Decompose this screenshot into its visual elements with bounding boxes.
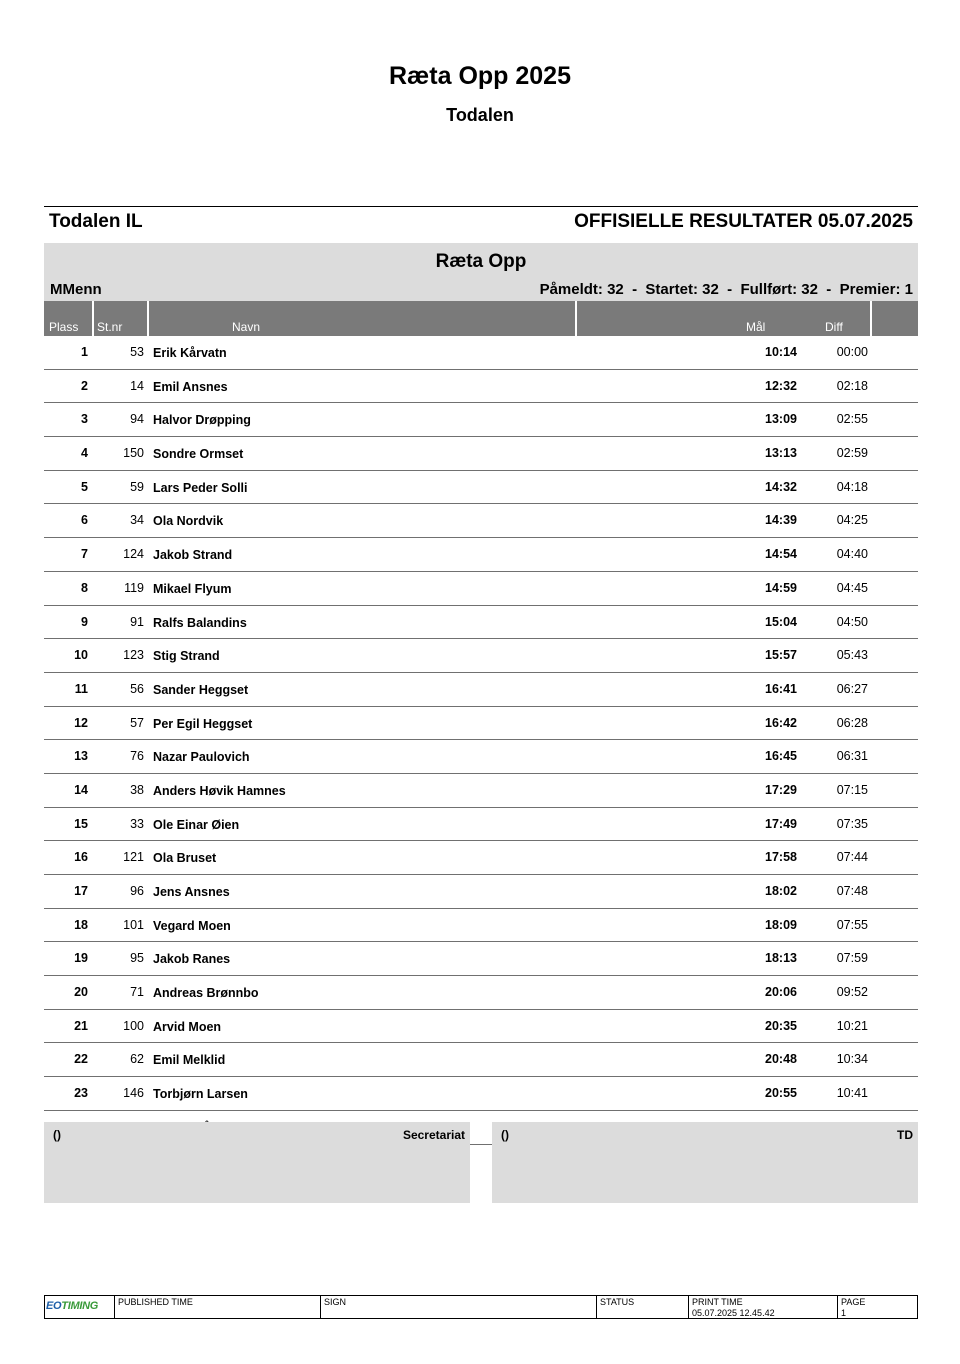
result-name: Torbjørn Larsen: [153, 1087, 248, 1102]
result-bib: 34: [130, 513, 144, 528]
result-name: Anders Høvik Hamnes: [153, 783, 286, 798]
result-diff: 06:28: [836, 715, 868, 730]
result-name: Stig Strand: [153, 649, 220, 664]
footer-bar: [44, 1295, 918, 1319]
table-row: [44, 1010, 918, 1044]
result-diff: 04:18: [836, 479, 868, 494]
table-row: [44, 639, 918, 673]
page-value: 1: [841, 1308, 847, 1318]
result-time: 14:54: [765, 547, 797, 562]
result-time: 13:09: [765, 412, 797, 427]
signature-paren: (): [53, 1128, 61, 1142]
result-name: Emil Ansnes: [153, 379, 228, 394]
result-time: 13:13: [765, 446, 797, 461]
result-time: 20:06: [765, 985, 797, 1000]
table-row: [44, 1043, 918, 1077]
col-navn: Navn: [232, 320, 261, 334]
footer-print-time: [688, 1296, 838, 1318]
status-label: STATUS: [600, 1297, 635, 1307]
result-place: 1: [81, 345, 88, 359]
result-place: 4: [81, 446, 88, 461]
table-row: [44, 707, 918, 741]
result-bib: 100: [123, 1018, 144, 1033]
result-place: 2: [81, 378, 88, 393]
result-bib: 91: [130, 614, 144, 629]
result-name: Ole Einar Øien: [153, 817, 240, 832]
result-time: 14:32: [765, 479, 797, 494]
eotiming-logo: [46, 1300, 98, 1312]
result-diff: 02:59: [836, 446, 868, 461]
result-diff: 07:15: [836, 782, 868, 797]
result-place: 15: [74, 816, 88, 831]
result-time: 14:59: [765, 580, 797, 595]
col-divider: [870, 301, 872, 336]
col-divider: [92, 301, 94, 336]
col-plass: Plass: [49, 320, 79, 334]
club-name: Todalen IL: [49, 211, 143, 232]
logo-eo: EO: [46, 1300, 62, 1312]
table-row: [44, 740, 918, 774]
result-bib: 38: [130, 782, 144, 797]
result-diff: 06:31: [836, 749, 868, 764]
result-bib: 101: [123, 917, 144, 932]
result-bib: 121: [123, 850, 144, 865]
result-bib: 56: [130, 681, 144, 696]
result-diff: 10:41: [836, 1086, 868, 1101]
page-title: Ræta Opp 2025: [388, 62, 571, 90]
table-row: [44, 403, 918, 437]
result-time: 12:32: [765, 378, 797, 393]
race-header: [44, 243, 918, 301]
page-label: PAGE: [841, 1297, 866, 1307]
result-place: 3: [81, 412, 88, 427]
result-time: 20:55: [765, 1086, 797, 1101]
table-row: [44, 1077, 918, 1111]
result-time: 20:35: [765, 1018, 797, 1033]
result-name: Ola Nordvik: [153, 514, 224, 529]
race-name: Ræta Opp: [435, 251, 527, 272]
signature-secretariat: [44, 1122, 470, 1203]
table-row: [44, 909, 918, 943]
results-table: [44, 336, 918, 1145]
result-place: 17: [74, 884, 88, 898]
col-stnr: St.nr: [97, 320, 123, 334]
result-place: 23: [74, 1086, 88, 1101]
footer-status: [596, 1296, 689, 1318]
result-name: Vegard Moen: [153, 918, 231, 933]
table-row: [44, 504, 918, 538]
result-diff: 04:25: [836, 513, 868, 528]
result-place: 19: [74, 951, 88, 966]
result-diff: 04:50: [836, 614, 868, 629]
race-stats: Påmeldt: 32 - Startet: 32 - Fullført: 32 - Premier: 1: [539, 281, 913, 298]
result-diff: 04:45: [836, 580, 868, 595]
result-time: 18:13: [765, 951, 797, 966]
result-place: 21: [74, 1018, 88, 1033]
result-bib: 76: [130, 749, 144, 764]
result-bib: 14: [130, 378, 144, 393]
table-row: [44, 673, 918, 707]
logo-timing: TIMING: [61, 1300, 98, 1312]
result-place: 22: [74, 1052, 88, 1067]
header-divider: [44, 206, 918, 207]
result-name: Arvid Moen: [153, 1019, 222, 1034]
result-diff: 02:18: [836, 378, 868, 393]
result-bib: 150: [123, 446, 144, 461]
result-bib: 146: [123, 1086, 144, 1101]
result-time: 15:57: [765, 648, 797, 663]
result-bib: 53: [130, 345, 144, 359]
result-time: 20:48: [765, 1052, 797, 1067]
result-bib: 123: [123, 648, 144, 663]
table-row: [44, 774, 918, 808]
result-time: 16:42: [765, 715, 797, 730]
result-time: 17:58: [765, 850, 797, 865]
published-label: PUBLISHED TIME: [118, 1297, 193, 1307]
result-name: Ralfs Balandins: [153, 615, 247, 630]
result-time: 18:02: [765, 884, 797, 898]
class-name: MMenn: [50, 281, 102, 298]
result-diff: 07:44: [836, 850, 868, 865]
result-place: 5: [81, 479, 88, 494]
result-place: 8: [81, 580, 88, 595]
result-time: 17:49: [765, 816, 797, 831]
page-subtitle: Todalen: [446, 105, 514, 125]
footer-published: [114, 1296, 321, 1318]
result-time: 16:41: [765, 681, 797, 696]
result-place: 6: [81, 513, 88, 528]
table-row: [44, 976, 918, 1010]
table-row: [44, 606, 918, 640]
result-name: Sander Heggset: [153, 682, 249, 697]
official-results-label: OFFISIELLE RESULTATER 05.07.2025: [574, 211, 913, 232]
col-divider: [147, 301, 149, 336]
footer-page: [837, 1296, 918, 1318]
result-place: 10: [74, 648, 88, 663]
result-diff: 02:55: [836, 412, 868, 427]
result-name: Sondre Ormset: [153, 447, 244, 462]
result-name: Erik Kårvatn: [153, 346, 227, 360]
table-row: [44, 336, 918, 370]
result-name: Mikael Flyum: [153, 581, 232, 596]
result-diff: 06:27: [836, 681, 868, 696]
result-diff: 10:34: [836, 1052, 868, 1067]
result-place: 7: [81, 547, 88, 562]
result-place: 16: [74, 850, 88, 865]
column-header: [44, 301, 918, 336]
sign-label: SIGN: [324, 1297, 347, 1307]
table-row: [44, 538, 918, 572]
result-bib: 33: [130, 816, 144, 831]
result-diff: 07:55: [836, 917, 868, 932]
result-diff: 05:43: [836, 648, 868, 663]
result-bib: 62: [130, 1052, 144, 1067]
table-row: [44, 572, 918, 606]
result-name: Nazar Paulovich: [153, 750, 250, 765]
result-diff: 04:40: [836, 547, 868, 562]
result-name: Andreas Brønnbo: [153, 986, 259, 1001]
print-time-value: 05.07.2025 12.45.42: [692, 1308, 775, 1318]
result-place: 13: [74, 749, 88, 764]
result-place: 11: [74, 681, 88, 696]
result-time: 17:29: [765, 782, 797, 797]
result-time: 18:09: [765, 917, 797, 932]
result-time: 16:45: [765, 749, 797, 764]
result-name: Lars Peder Solli: [153, 480, 248, 495]
table-row: [44, 875, 918, 909]
result-time: 15:04: [765, 614, 797, 629]
result-bib: 71: [130, 985, 144, 1000]
col-divider: [575, 301, 577, 336]
footer-sign: [320, 1296, 597, 1318]
table-row: [44, 471, 918, 505]
result-bib: 124: [123, 547, 144, 562]
result-place: 14: [74, 782, 88, 797]
result-bib: 94: [130, 412, 144, 427]
result-bib: 57: [130, 715, 144, 730]
result-diff: 10:21: [836, 1018, 868, 1033]
result-name: Jakob Ranes: [153, 952, 231, 967]
table-row: [44, 942, 918, 976]
result-name: Jakob Strand: [153, 548, 233, 563]
result-name: Halvor Drøpping: [153, 413, 251, 428]
col-diff: Diff: [825, 320, 843, 334]
result-diff: 00:00: [836, 345, 868, 359]
result-bib: 95: [130, 951, 144, 966]
result-diff: 07:48: [836, 884, 868, 898]
result-diff: 07:59: [836, 951, 868, 966]
col-maal: Mål: [746, 320, 766, 334]
result-time: 14:39: [765, 513, 797, 528]
result-bib: 119: [124, 580, 144, 595]
result-diff: 07:35: [836, 816, 868, 831]
signature-paren: (): [501, 1128, 509, 1142]
result-bib: 96: [130, 884, 144, 898]
result-name: Jens Ansnes: [153, 885, 230, 899]
table-row: [44, 437, 918, 471]
result-diff: 09:52: [836, 985, 868, 1000]
table-row: [44, 370, 918, 404]
print-time-label: PRINT TIME: [692, 1297, 743, 1307]
result-place: 20: [74, 985, 88, 1000]
signature-role: Secretariat: [402, 1128, 465, 1142]
result-time: 10:14: [765, 345, 797, 359]
signature-role: TD: [897, 1128, 913, 1142]
result-place: 18: [74, 917, 88, 932]
table-row: [44, 808, 918, 842]
table-row: [44, 841, 918, 875]
result-place: 12: [74, 715, 88, 730]
result-name: Per Egil Heggset: [153, 716, 253, 731]
result-name: Emil Melklid: [153, 1053, 226, 1068]
signature-td: [492, 1122, 918, 1203]
result-place: 9: [81, 614, 88, 629]
result-name: Ola Bruset: [153, 851, 217, 866]
result-bib: 59: [130, 479, 144, 494]
